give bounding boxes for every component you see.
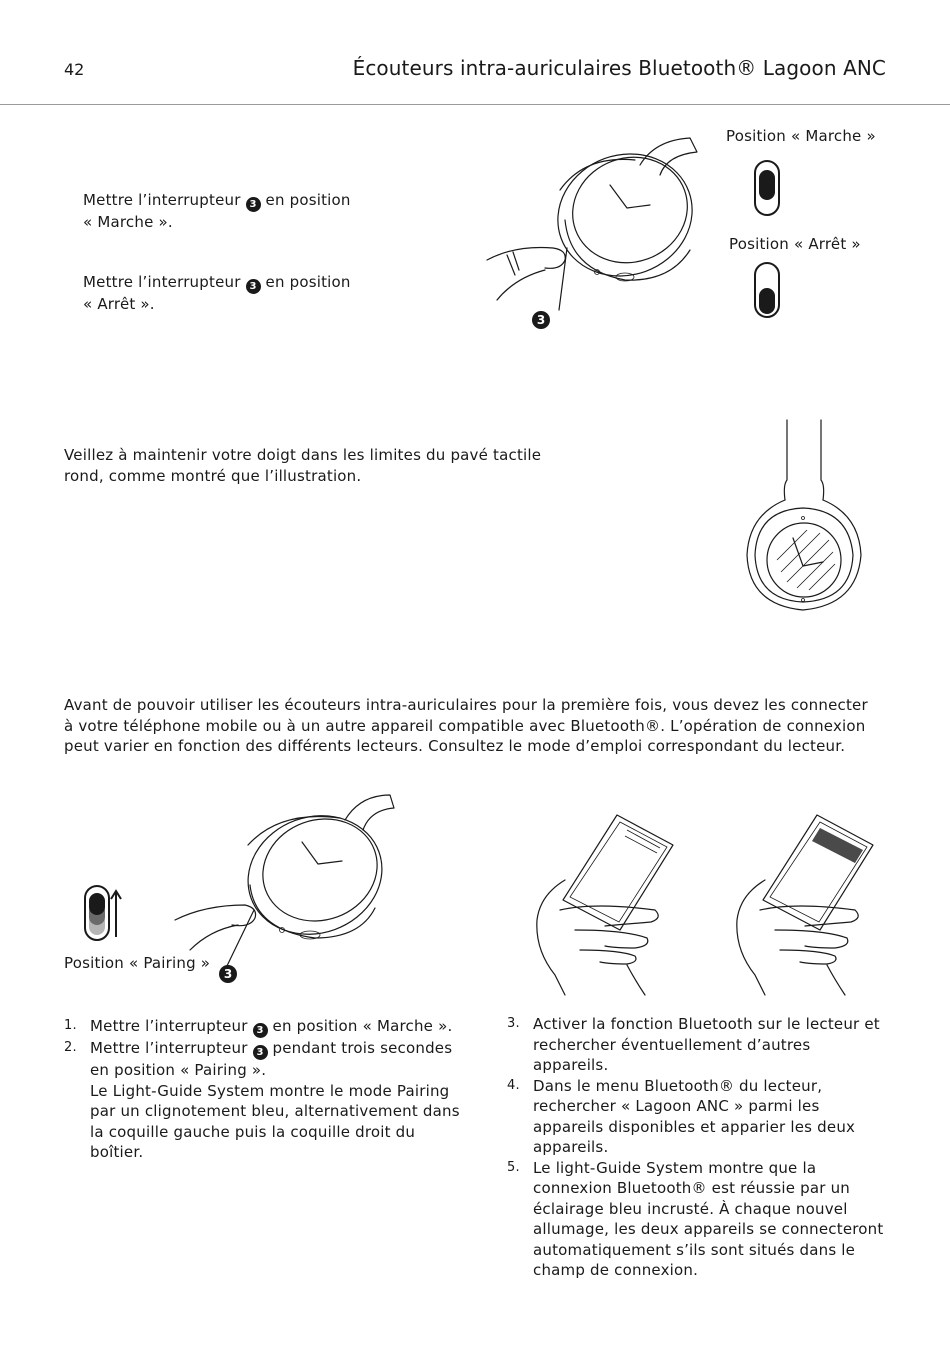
switch-callout: 3: [532, 311, 550, 329]
power-off-text-after: en position: [265, 273, 351, 291]
step-text-before: Mettre l’interrupteur: [90, 1017, 248, 1035]
step-item: [507, 1014, 885, 1076]
page-number: 42: [64, 60, 85, 79]
touchpad-instruction: Veillez à maintenir votre doigt dans les limites du pavé tactile rond, comme montré que l’illustration.: [64, 446, 542, 485]
power-off-text-before: Mettre l’interrupteur: [83, 273, 241, 291]
headphone-switch-illustration: [485, 130, 715, 320]
power-on-text-after: en position: [265, 191, 351, 209]
step-number: 2.: [64, 1040, 77, 1055]
step-item: [507, 1158, 885, 1281]
switch-callout-badge: 3: [253, 1045, 268, 1060]
switch-pairing-icon: [84, 885, 124, 945]
step-number: 5.: [507, 1159, 520, 1175]
pairing-intro-paragraph: Avant de pouvoir utiliser les écouteurs intra-auriculaires pour la première fois, vous devez les connecter à votre téléphone mobile ou à un autre appareil compatible avec Bluetooth®. L’opération de connexion peut varier en fonction des différents lecteurs. Consultez le mode d’emploi correspondant du lecteur.: [64, 696, 868, 755]
power-on-instruction: [83, 190, 383, 233]
step-text-after: en position « Marche ».: [272, 1017, 453, 1035]
step-number: 3.: [507, 1016, 520, 1031]
phone-lagoon-pairing-illustration: [735, 810, 880, 995]
steps-list-right: [507, 1014, 885, 1281]
step-item: [507, 1076, 885, 1158]
switch-callout-badge: 3: [246, 197, 261, 212]
step-text-after: pendant trois secondes en position « Pairing ».: [90, 1039, 453, 1079]
step-number: 4.: [507, 1077, 520, 1093]
steps-list-left: [64, 1016, 464, 1163]
switch-off-icon: [754, 262, 780, 318]
power-off-text-line2: « Arrêt ».: [83, 295, 155, 313]
step-text: Dans le menu Bluetooth® du lecteur, rechercher « Lagoon ANC » parmi les appareils disponibles et apparier les deux appareils.: [533, 1076, 856, 1156]
power-off-instruction: [83, 272, 383, 315]
power-on-text-line2: « Marche ».: [83, 213, 173, 231]
step-number: 1.: [64, 1018, 77, 1033]
header-divider: [0, 104, 950, 105]
step-item: [64, 1038, 464, 1163]
step-text: Activer la fonction Bluetooth sur le lecteur et rechercher éventuellement d’autres appareils.: [533, 1015, 880, 1074]
position-off-label: Position « Arrêt »: [729, 235, 861, 253]
step-text: Le light-Guide System montre que la connexion Bluetooth® est réussie par un éclairage bleu incrusté. À chaque nouvel allumage, les deux appareils se connecteront automatiquement s’ils sont situés dans le champ de connexion.: [533, 1158, 884, 1279]
page-title: Écouteurs intra-auriculaires Bluetooth® Lagoon ANC: [352, 56, 886, 80]
power-on-text-before: Mettre l’interrupteur: [83, 191, 241, 209]
pairing-switch-callout: 3: [219, 965, 237, 983]
switch-callout-badge: 3: [246, 279, 261, 294]
headphone-pairing-illustration: [170, 790, 400, 970]
headphone-touchpad-illustration: [745, 420, 865, 615]
position-on-label: Position « Marche »: [726, 127, 876, 145]
step-item: [64, 1016, 464, 1038]
step-note: Le Light-Guide System montre le mode Pairing par un clignotement bleu, alternativement dans la coquille gauche puis la coquille droit du boîtier.: [90, 1081, 460, 1161]
switch-on-icon: [754, 160, 780, 216]
position-pairing-label: Position « Pairing »: [64, 954, 211, 972]
step-text-before: Mettre l’interrupteur: [90, 1039, 248, 1057]
phone-bluetooth-settings-illustration: [535, 810, 680, 995]
switch-callout-badge: 3: [253, 1023, 268, 1038]
